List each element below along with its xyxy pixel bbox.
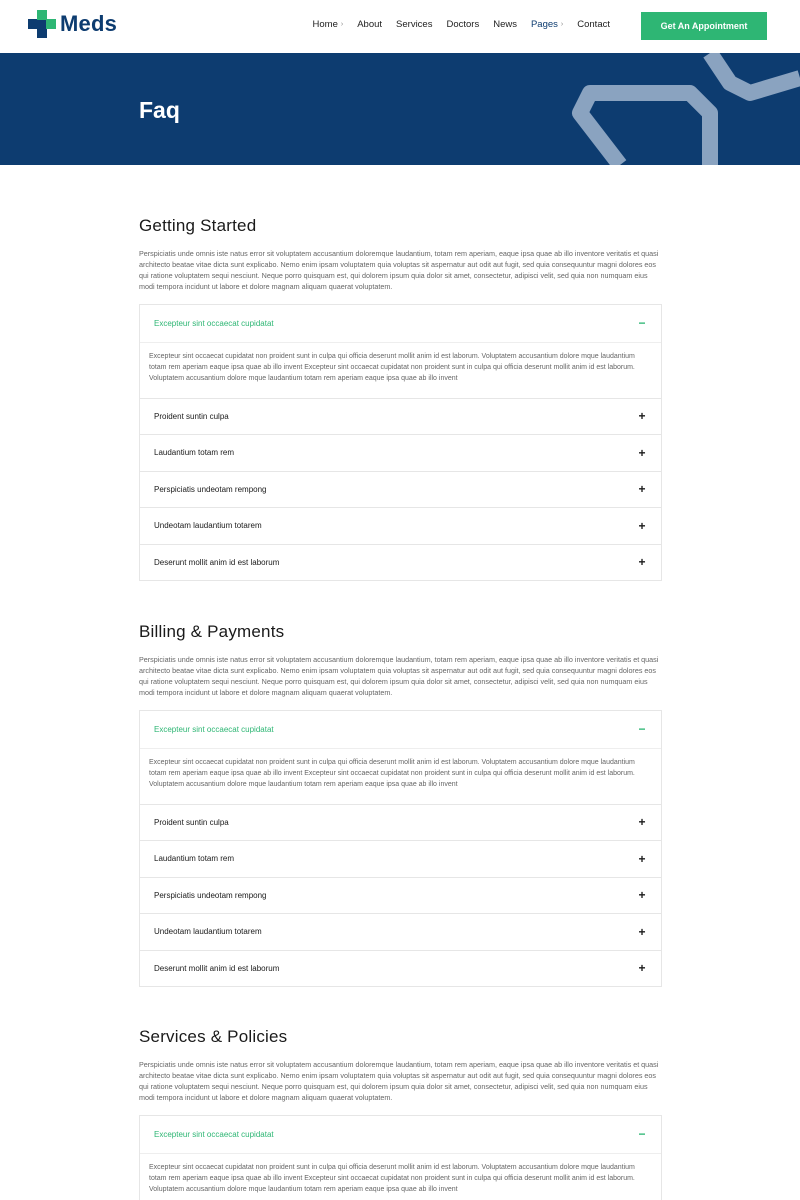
nav-label: Services — [396, 19, 433, 30]
accordion-question: Proident suntin culpa — [154, 411, 229, 421]
accordion-item[interactable] — [140, 398, 661, 435]
logo-text: Meds — [60, 11, 118, 36]
minus-icon[interactable]: − — [638, 722, 646, 737]
faq-section-billing — [139, 622, 662, 987]
nav-label: News — [493, 19, 517, 30]
nav-label: Home — [312, 19, 338, 30]
accordion-answer: Excepteur sint occaecat cupidatat non proident sunt in culpa qui officia deserunt mollit anim id est laborum. Voluptatem accusantium dolore mque laudantium totam rem aperiam eaque ipsa quae ab illo invent Excepteur sint occaecat cupidatat non proident sunt in culpa qui officia deserunt mollit anim id est laborum. Voluptatem accusantium dolore mque laudantium totam rem aperiam eaque ipsa quae ab illo invent — [140, 342, 661, 398]
nav-item-pages[interactable] — [531, 19, 563, 30]
nav-label: Doctors — [446, 19, 480, 30]
faq-section-getting-started — [139, 216, 662, 581]
accordion-question: Undeotam laudantium totarem — [154, 927, 262, 937]
nav-item-home[interactable] — [313, 19, 344, 30]
accordion-item[interactable] — [140, 434, 661, 471]
plus-icon[interactable]: + — [638, 961, 646, 976]
faq-accordion — [139, 710, 662, 987]
accordion-question: Laudantium totam rem — [154, 448, 235, 458]
accordion-answer: Excepteur sint occaecat cupidatat non proident sunt in culpa qui officia deserunt mollit anim id est laborum. Voluptatem accusantium dolore mque laudantium totam rem aperiam eaque ipsa quae ab illo invent Excepteur sint occaecat cupidatat non proident sunt in culpa qui officia deserunt mollit anim id est laborum. Voluptatem accusantium dolore mque laudantium totam rem aperiam eaque ipsa quae ab illo invent — [140, 1153, 661, 1200]
nav-label: Pages — [530, 19, 558, 30]
section-title: Getting Started — [139, 216, 257, 235]
section-title: Services & Policies — [139, 1027, 288, 1046]
section-title: Billing & Payments — [139, 622, 285, 641]
faq-accordion — [139, 1115, 662, 1200]
section-description: Perspiciatis unde omnis iste natus error sit voluptatem accusantium doloremque laudantium, totam rem aperiam, eaque ipsa quae ab illo inventore veritatis et quasi architecto beatae vitae dicta sunt explicabo. Nemo enim ipsam voluptatem quia voluptas sit aspernatur aut odit aut fugit, sed quia consequuntur magni dolores eos qui ratione voluptatem sequi nesciunt. Neque porro quisquam est, qui dolorem ipsum quia dolor sit amet, consectetur, adipisci velit, sed quia non numquam eius modi tempora incidunt ut labore et dolore magnam aliquam quaerat voluptatem. — [139, 655, 659, 697]
plus-icon[interactable]: + — [638, 851, 646, 866]
nav-label: Contact — [577, 19, 610, 30]
medical-cross-icon — [28, 10, 56, 38]
accordion-question: Perspiciatis undeotam rempong — [154, 484, 267, 494]
accordion-question: Undeotam laudantium totarem — [154, 521, 262, 531]
plus-icon[interactable]: + — [638, 888, 646, 903]
accordion-item[interactable] — [140, 544, 661, 581]
get-appointment-button[interactable]: Get An Appointment — [641, 12, 767, 40]
chevron-down-icon: › — [340, 21, 344, 28]
accordion-item[interactable] — [140, 804, 661, 841]
page-banner — [0, 53, 800, 165]
section-description: Perspiciatis unde omnis iste natus error sit voluptatem accusantium doloremque laudantium, totam rem aperiam, eaque ipsa quae ab illo inventore veritatis et quasi architecto beatae vitae dicta sunt explicabo. Nemo enim ipsam voluptatem quia voluptas sit aspernatur aut odit aut fugit, sed quia consequuntur magni dolores eos qui ratione voluptatem sequi nesciunt. Neque porro quisquam est, qui dolorem ipsum quia dolor sit amet, consectetur, adipisci velit, sed quia non numquam eius modi tempora incidunt ut labore et dolore magnam aliquam quaerat voluptatem. — [139, 1060, 659, 1102]
accordion-question: Laudantium totam rem — [154, 854, 235, 864]
faq-section-services-policies — [139, 1027, 662, 1200]
decorative-shape-icon — [560, 53, 800, 165]
accordion-item[interactable] — [140, 471, 661, 508]
page-title: Faq — [139, 97, 180, 123]
accordion-item[interactable] — [140, 950, 661, 987]
nav-item-news[interactable] — [493, 19, 517, 30]
plus-icon[interactable]: + — [638, 924, 646, 939]
accordion-item[interactable] — [140, 711, 661, 748]
site-logo[interactable] — [28, 10, 117, 38]
accordion-item[interactable] — [140, 1116, 661, 1153]
accordion-item[interactable] — [140, 913, 661, 950]
accordion-answer: Excepteur sint occaecat cupidatat non proident sunt in culpa qui officia deserunt mollit anim id est laborum. Voluptatem accusantium dolore mque laudantium totam rem aperiam eaque ipsa quae ab illo invent Excepteur sint occaecat cupidatat non proident sunt in culpa qui officia deserunt mollit anim id est laborum. Voluptatem accusantium dolore mque laudantium totam rem aperiam eaque ipsa quae ab illo invent — [140, 748, 661, 804]
section-description: Perspiciatis unde omnis iste natus error sit voluptatem accusantium doloremque laudantium, totam rem aperiam, eaque ipsa quae ab illo inventore veritatis et quasi architecto beatae vitae dicta sunt explicabo. Nemo enim ipsam voluptatem quia voluptas sit aspernatur aut odit aut fugit, sed quia consequuntur magni dolores eos qui ratione voluptatem sequi nesciunt. Neque porro quisquam est, qui dolorem ipsum quia dolor sit amet, consectetur, adipisci velit, sed quia non numquam eius modi tempora incidunt ut labore et dolore magnam aliquam quaerat voluptatem. — [139, 249, 659, 291]
plus-icon[interactable]: + — [638, 409, 646, 424]
accordion-question: Excepteur sint occaecat cupidatat — [154, 318, 274, 328]
chevron-down-icon: › — [560, 21, 564, 28]
plus-icon[interactable]: + — [638, 815, 646, 830]
faq-accordion — [139, 304, 662, 581]
accordion-question: Perspiciatis undeotam rempong — [154, 890, 267, 900]
minus-icon[interactable]: − — [638, 1127, 646, 1142]
accordion-item[interactable] — [140, 840, 661, 877]
nav-item-about[interactable] — [357, 19, 382, 30]
accordion-question: Proident suntin culpa — [154, 817, 229, 827]
plus-icon[interactable]: + — [638, 445, 646, 460]
minus-icon[interactable]: − — [638, 316, 646, 331]
main-nav — [299, 19, 610, 30]
accordion-item[interactable] — [140, 507, 661, 544]
accordion-item[interactable] — [140, 305, 661, 342]
accordion-question: Excepteur sint occaecat cupidatat — [154, 1129, 274, 1139]
accordion-item[interactable] — [140, 877, 661, 914]
nav-item-services[interactable] — [396, 19, 432, 30]
site-header — [0, 0, 800, 53]
accordion-question: Deserunt mollit anim id est laborum — [154, 963, 280, 973]
plus-icon[interactable]: + — [638, 555, 646, 570]
nav-item-contact[interactable] — [577, 19, 610, 30]
nav-item-doctors[interactable] — [446, 19, 479, 30]
accordion-question: Deserunt mollit anim id est laborum — [154, 557, 280, 567]
plus-icon[interactable]: + — [638, 518, 646, 533]
nav-label: About — [357, 19, 383, 30]
accordion-question: Excepteur sint occaecat cupidatat — [154, 724, 274, 734]
plus-icon[interactable]: + — [638, 482, 646, 497]
